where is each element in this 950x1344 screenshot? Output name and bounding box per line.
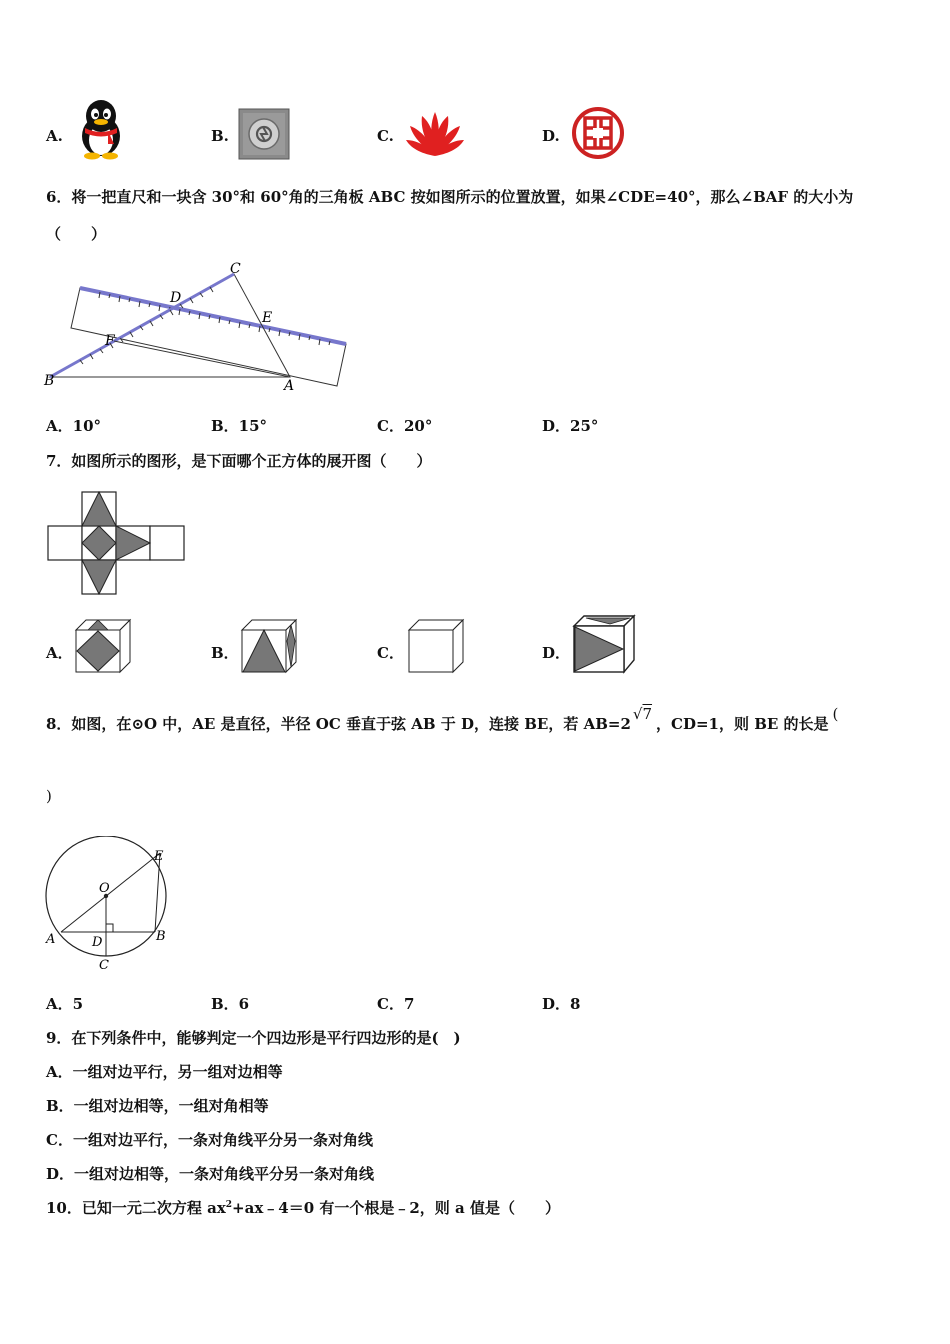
q9-stem: 9．在下列条件中，能够判定一个四边形是平行四边形的是( ) [46,1029,461,1047]
q8-sqrt: √7 [632,705,653,723]
q8-paren-open: ( [832,705,839,723]
q9-option-d: D．一组对边相等，一条对角线平分另一条对角线 [46,1165,375,1183]
q8-circle-figure [40,836,180,976]
q7-cube-c-icon [407,618,467,674]
q6-paren: （ ） [46,225,107,243]
q8-stem-pre: 8．如图，在⊙O 中，AE 是直径，半径 OC 垂直于弦 AB 于 D，连接 BE，若 AB=2 [46,715,631,733]
q6-label-b: B [44,373,55,389]
q5-option-d-label: D. [542,127,560,145]
q5-option-b-label: B. [211,127,229,145]
q5-option-c-label: C. [377,127,394,145]
q10-stem [46,1197,560,1218]
q7-option-d-label: D． [542,644,571,662]
q7-cube-a-icon [74,618,134,674]
q8-label-o: O [99,881,110,896]
q6-option-c: C．20° [377,417,433,435]
q6-label-c: C [230,261,241,277]
q10-stem-pre: 10．已知一元二次方程 ax [46,1199,226,1217]
bank-logo-icon [571,106,625,160]
q9-option-a: A．一组对边平行，另一组对边相等 [46,1063,283,1081]
q6-option-a: A．10° [46,417,102,435]
q7-option-c-label: C． [377,644,404,662]
q8-option-b: B．6 [211,995,250,1013]
penguin-logo-icon [74,98,128,160]
q5-option-a-label: A. [46,127,63,145]
q7-cube-b-icon [240,618,300,674]
q6-stem: 6．将一把直尺和一块含 30°和 60°角的三角板 ABC 按如图所示的位置放置，如果∠CDE=40°，那么∠BAF 的大小为 [46,188,854,206]
q6-label-a: A [284,378,295,394]
square-button-logo-icon [238,108,290,160]
q8-label-e: E [154,849,164,864]
q8-label-b: B [156,929,166,944]
q8-sqrt-value: 7 [642,705,653,723]
q6-label-e: E [262,310,273,326]
q6-ruler-triangle-figure [40,256,360,396]
q8-option-d: D．8 [542,995,581,1013]
q7-option-b-label: B． [211,644,239,662]
q9-option-c: C．一组对边平行，一条对角线平分另一条对角线 [46,1131,373,1149]
q8-paren-close: ) [46,787,52,805]
q8-stem [46,705,839,734]
q8-label-c: C [99,958,109,973]
huawei-logo-icon [404,110,466,160]
q7-cube-net-figure [46,490,186,596]
q8-option-a: A．5 [46,995,84,1013]
q8-option-c: C．7 [377,995,415,1013]
q8-label-d: D [92,935,103,950]
q6-label-d: D [170,290,182,306]
q6-option-b: B．15° [211,417,268,435]
q6-label-f: F [105,333,115,349]
q7-cube-d-icon [572,614,636,674]
q6-option-d: D．25° [542,417,599,435]
q7-option-a-label: A． [46,644,73,662]
q8-label-a: A [46,932,56,947]
q9-option-b: B．一组对边相等，一组对角相等 [46,1097,269,1115]
q10-sup: 2 [225,1200,233,1210]
q8-stem-post: ，CD=1，则 BE 的长是 [656,715,829,733]
q7-stem: 7．如图所示的图形，是下面哪个正方体的展开图（ ） [46,452,432,470]
q10-stem-post: +ax﹣4＝0 有一个根是﹣2，则 a 值是（ ） [232,1199,560,1217]
